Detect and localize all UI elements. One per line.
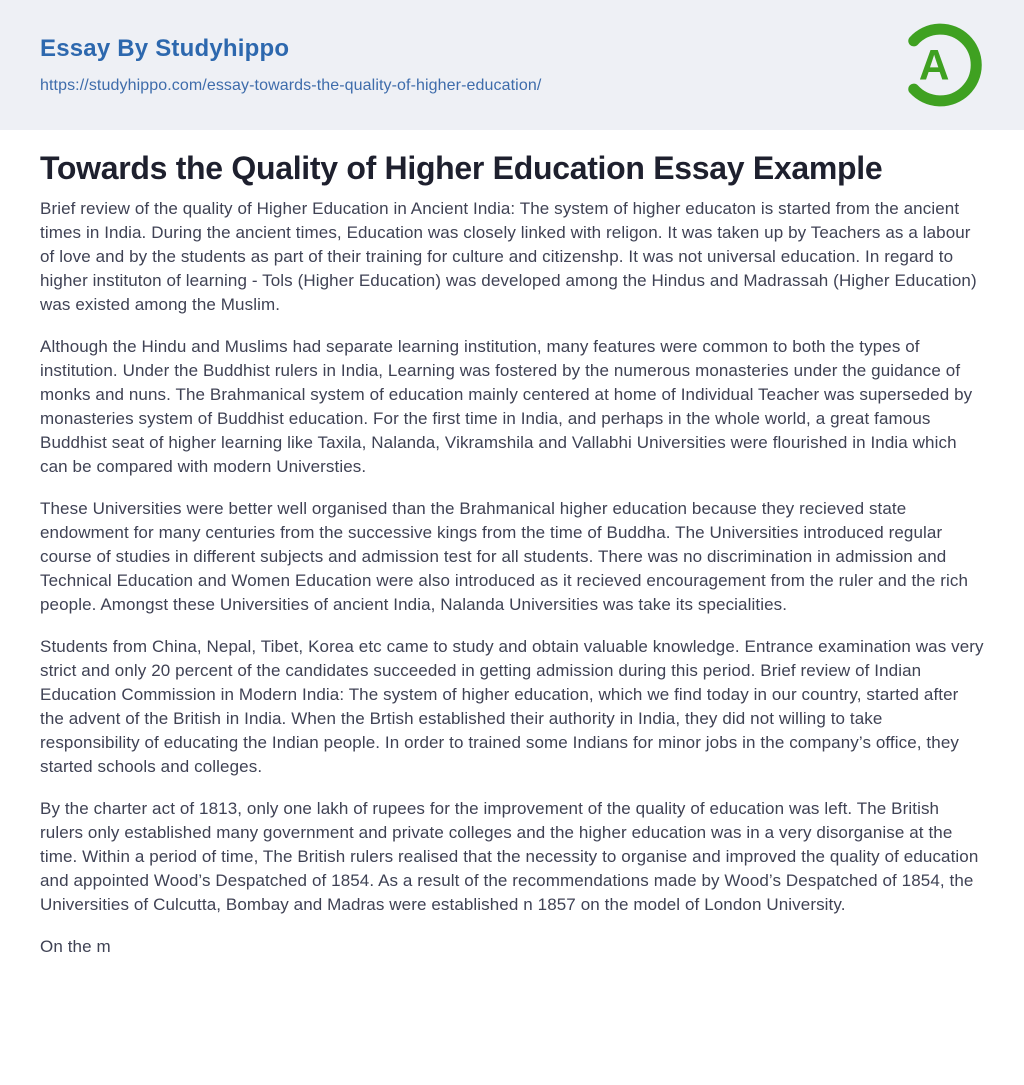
- studyhippo-logo-icon: [894, 19, 986, 111]
- essay-paragraphs: [40, 197, 984, 959]
- page-header: [0, 0, 1024, 130]
- logo-letter: A: [918, 41, 950, 89]
- brand-title: Essay By Studyhippo: [40, 35, 290, 62]
- essay-title: Towards the Quality of Higher Education Essay Example: [40, 150, 883, 186]
- essay-body: [0, 130, 1024, 959]
- essay-paragraph: These Universities were better well organised than the Brahmanical higher education because they recieved state endowment for many centuries from the successive kings from the time of Buddha. The Universities introduced regular course of studies in different subjects and admission test for all students. There was no discrimination in admission and Technical Education and Women Education were also introduced as it recieved encouragement from the ruler and the rich people. Amongst these Universities of ancient India, Nalanda Universities was take its specialities.: [40, 499, 969, 614]
- essay-paragraph: On the m: [40, 937, 111, 956]
- essay-paragraph: By the charter act of 1813, only one lakh of rupees for the improvement of the quality of education was left. The British rulers only established many government and private colleges and the higher education was in a very disorganise at the time. Within a period of time, The British rulers realised that the necessity to organise and improved the quality of education and appointed Wood’s Despatched of 1854. As a result of the recommendations made by Wood’s Despatched of 1854, the Universities of Culcutta, Bombay and Madras were established n 1857 on the model of London University.: [40, 799, 979, 914]
- essay-paragraph: Although the Hindu and Muslims had separate learning institution, many features were common to both the types of institution. Under the Buddhist rulers in India, Learning was fostered by the numerous monasteries under the guidance of monks and nuns. The Brahmanical system of education mainly centered at home of Individual Teacher was superseded by monasteries system of Buddhist education. For the first time in India, and perhaps in the whole world, a great famous Buddhist seat of higher learning like Taxila, Nalanda, Vikramshila and Vallabhi Universities were flourished in India which can be compared with modern Universties.: [40, 337, 973, 476]
- essay-paragraph: Students from China, Nepal, Tibet, Korea etc came to study and obtain valuable knowledge. Entrance examination was very strict and only 20 percent of the candidates succeeded in getting admission during this period. Brief review of Indian Education Commission in Modern India: The system of higher education, which we find today in our country, started after the advent of the British in India. When the Brtish established their authority in India, they did not willing to take responsibility of educating the Indian people. In order to trained some Indians for minor jobs in the company’s office, they started schools and colleges.: [40, 637, 984, 776]
- essay-paragraph: Brief review of the quality of Higher Education in Ancient India: The system of higher educaton is started from the ancient times in India. During the ancient times, Education was closely linked with religon. It was taken up by Teachers as a labour of love and by the students as part of their training for culture and citizenshp. It was not universal education. In regard to higher instituton of learning - Tols (Higher Education) was developed among the Hindus and Madrassah (Higher Education) was existed among the Muslim.: [40, 199, 977, 314]
- header-text-block: [40, 35, 541, 95]
- source-url: https://studyhippo.com/essay-towards-the-quality-of-higher-education/: [40, 77, 542, 94]
